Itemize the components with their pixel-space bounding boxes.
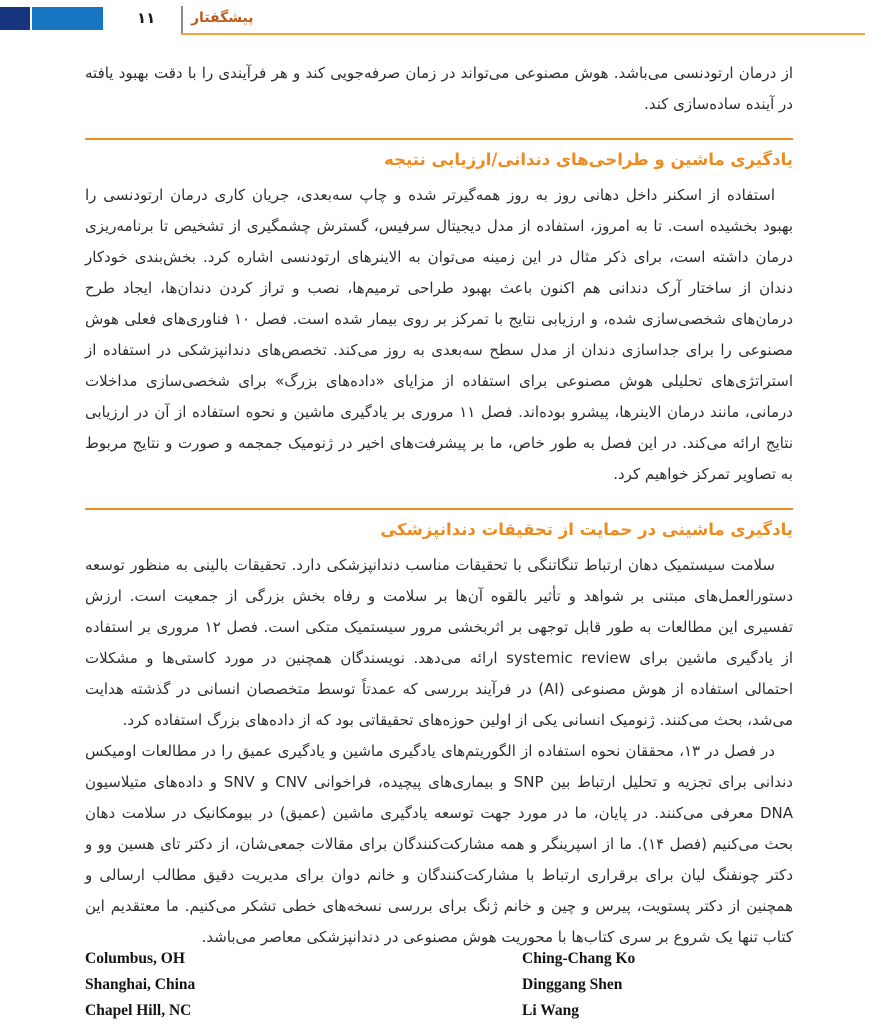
- signature-location: Chapel Hill, NC: [85, 1002, 192, 1019]
- signature-name: Li Wang: [522, 1002, 580, 1019]
- section-2-paragraph-2: در فصل در ۱۳، محققان نحوه استفاده از الگوریتم‌های یادگیری ماشین و یادگیری عمیق را در مطالعات اومیکس دندانی برای تجزیه و تحلیل ارتباط بین SNP و بیماری‌های پیچیده، فراخوانی CNV و SNV و داده‌های متیلاسیون DNA معرفی می‌کنند. در پایان، ما در مورد جهت توسعه یادگیری ماشین (عمیق) در بیومکانیک در سلامت دهان بحث می‌کنیم (فصل ۱۴). ما از اسپرینگر و همه مشارکت‌کنندگان برای مقالات جمعی‌شان، از دکتر تای هسین وو و دکتر چونفنگ لیان برای برقراری ارتباط با مشارکت‌کنندگان و خانم دوان برای مدیریت دقیق مطالب ارسالی و همچنین از دکتر پستویت، پیرس و چین و خانم ژنگ برای بررسی نسخه‌های خطی تشکر می‌کنیم. ما معتقدیم این کتاب تنها یک شروع بر سری کتاب‌ها با محوریت هوش مصنوعی در دندانپزشکی معاصر می‌باشد.: [85, 742, 793, 946]
- signature-name: Ching-Chang Ko: [522, 950, 636, 967]
- running-title: پیشگفتار: [191, 10, 254, 26]
- page-content: [85, 58, 793, 953]
- section-1-paragraph-1: استفاده از اسکنر داخل دهانی روز به روز همه‌گیرتر شده و چاپ سه‌بعدی، جریان کاری درمان ارتودنسی را بهبود بخشیده است. تا به امروز، استفاده از مدل دیجیتال سرفیس، گسترش چشمگیری از تشخیص تا برنامه‌ریزی درمان داشته است، برای ذکر مثال در این زمینه می‌توان به الاینرهای ارتودنسی اشاره کرد. بخش‌بندی خودکار دندان از ساختار آرک دندانی هم اکنون باعث بهبود طراحی ترمیم‌ها، نصب و تراز کردن دندان‌ها، ایجاد طرح درمان‌های شخصی‌سازی شده، و ارزیابی نتایج با تمرکز بر روی بیمار شده است. فصل ۱۰ فناوری‌های فعلی هوش مصنوعی را برای جداسازی دندان از مدل سطح سه‌بعدی به روز می‌کند. تخصص‌های دندانپزشکی در استفاده از استراتژی‌های تحلیلی هوش مصنوعی برای استفاده از مزایای «داده‌های بزرگ» برای شخصی‌سازی مداخلات درمانی، مانند درمان الاینرها، پیشرو بوده‌اند. فصل ۱۱ مروری بر یادگیری ماشین و نحوه استفاده از آن در ارزیابی نتایج ارائه می‌کند. در این فصل به طور خاص، ما بر پیشرفت‌های اخیر در ژنومیک جمجمه و صورت و نتایج مربوط به تصاویر تمرکز خواهیم کرد.: [85, 186, 793, 483]
- signature-block: [85, 946, 793, 1024]
- signature-location: Columbus, OH: [85, 950, 185, 967]
- section-2-paragraph-1: سلامت سیستمیک دهان ارتباط تنگاتنگی با تحقیقات مناسب دندانپزشکی دارد. تحقیقات بالینی به منظور توسعه دستورالعمل‌های مبتنی بر شواهد و تأثیر بالقوه آن‌ها بر سلامت و رفاه بخش بزرگی از جمعیت است. ارزش تفسیری این مطالعات به طور قابل توجهی بر اثربخشی مرور سیستمیک متکی است. فصل ۱۲ مروری بر استفاده از یادگیری ماشین برای systemic review ارائه می‌دهد. نویسندگان همچنین در مورد کاستی‌ها و مشکلات احتمالی استفاده از هوش مصنوعی (AI) در فرآیند بررسی که عمدتاً توسط متخصصان انسانی در گذشته هدایت می‌شد، بحث می‌کنند. ژنومیک انسانی یکی از اولین حوزه‌های تحقیقاتی بود که از داده‌های بزرگ استفاده کرد.: [85, 556, 793, 729]
- intro-paragraph: از درمان ارتودنسی می‌باشد. هوش مصنوعی می‌تواند در زمان صرفه‌جویی کند و هر فرآیندی را با دقت بهبود یافته در آینده ساده‌سازی کند.: [85, 64, 793, 113]
- section-2-heading: یادگیری ماشینی در حمایت از تحقیقات دندانپزشکی: [380, 520, 793, 539]
- header-rule: [181, 33, 865, 35]
- signature-name: Dinggang Shen: [522, 976, 623, 993]
- header-blue-dark-bar: [0, 7, 30, 30]
- page-number: ۱۱: [137, 9, 156, 27]
- page-header: [0, 6, 877, 36]
- header-blue-light-bar: [32, 7, 103, 30]
- signature-location: Shanghai, China: [85, 976, 196, 993]
- section-1-heading: یادگیری ماشین و طراحی‌های دندانی/ارزیابی نتیجه: [384, 150, 793, 169]
- section-1-rule: [85, 138, 793, 140]
- section-2-rule: [85, 508, 793, 510]
- header-divider: [181, 6, 183, 33]
